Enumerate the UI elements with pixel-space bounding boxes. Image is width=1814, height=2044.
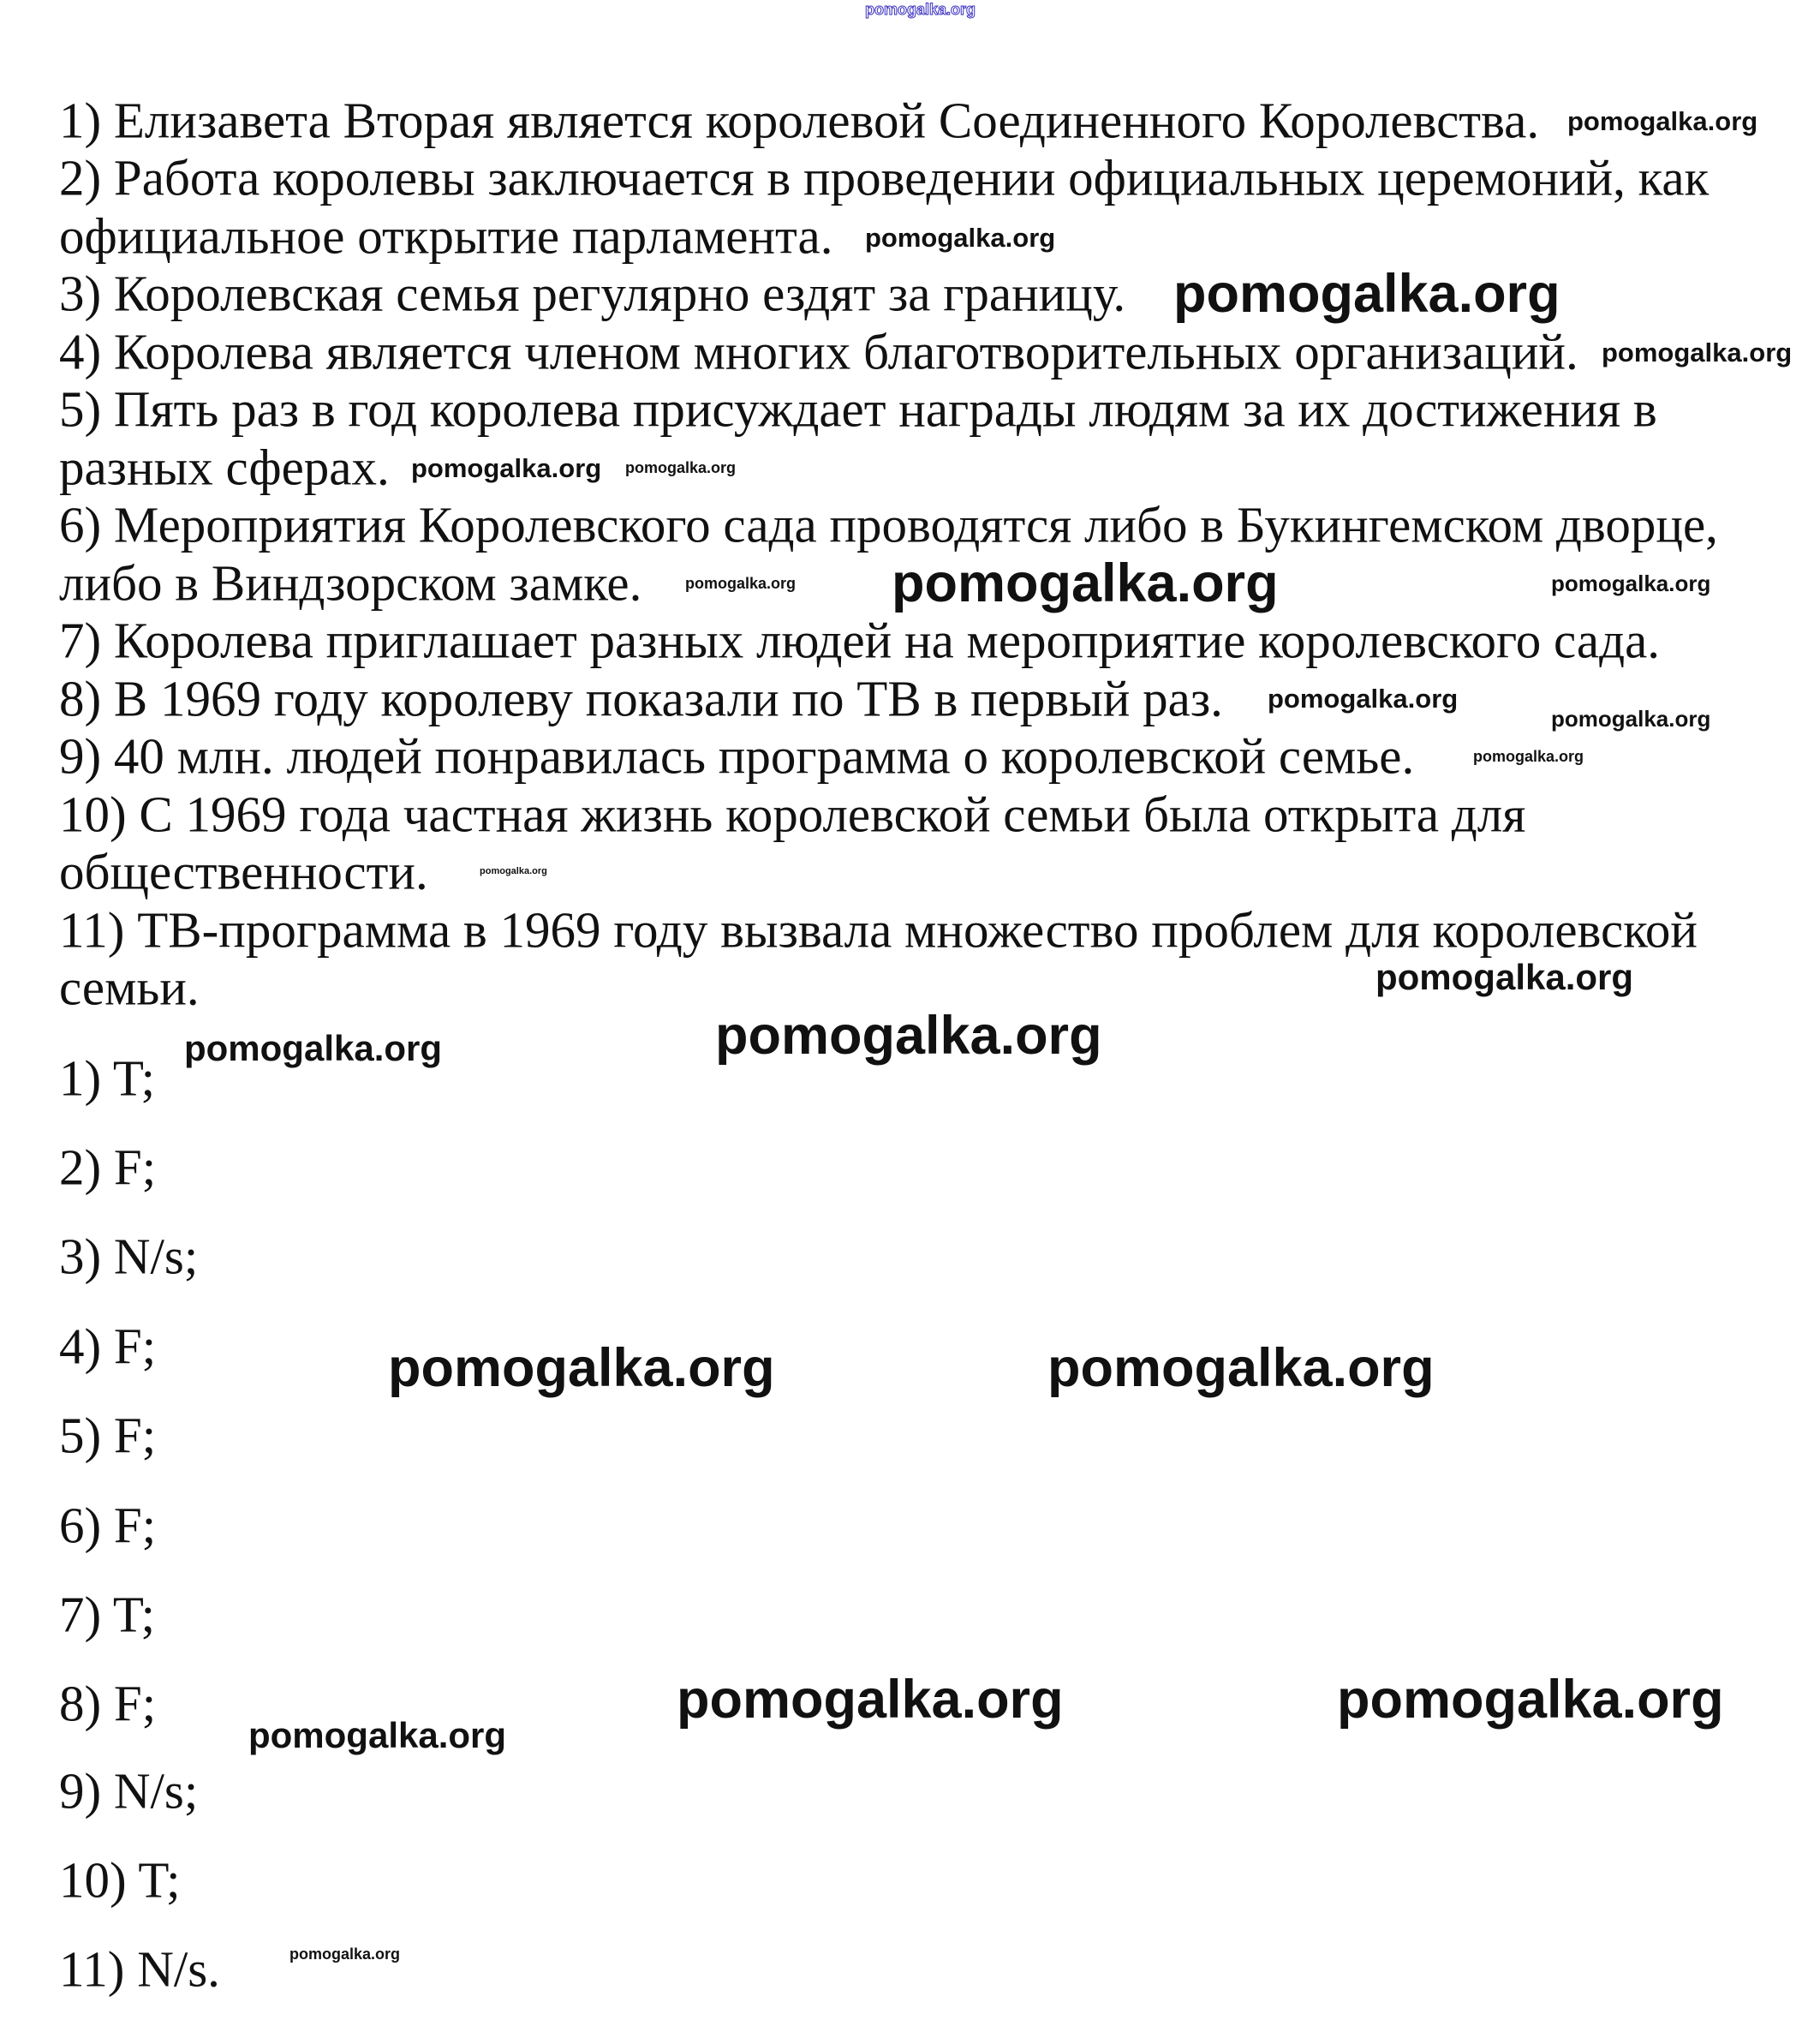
statement-line: 11) ТВ-программа в 1969 году вызвала множество проблем для королевской [59,901,1698,959]
statement-line: 6) Мероприятия Королевского сада проводятся либо в Букингемском дворце, [59,496,1718,553]
answer-item: 7) T; [59,1586,156,1643]
answer-item: 3) N/s; [59,1228,199,1285]
watermark: pomogalka.org [677,1670,1064,1730]
statement-line: 3) Королевская семья регулярно ездят за границу. [59,265,1126,322]
watermark: pomogalka.org [1473,748,1584,765]
watermark: pomogalka.org [1551,706,1711,732]
watermark: pomogalka.org [289,1945,401,1963]
statement-line: 7) Королева приглашает разных людей на мероприятие королевского сада. [59,612,1661,669]
watermark: pomogalka.org [1375,957,1634,997]
statement-line: семьи. [59,959,200,1016]
watermark: pomogalka.org [411,453,602,483]
statement-line: разных сферах. [59,439,390,496]
answer-item: 4) F; [59,1318,157,1375]
watermark: pomogalka.org [1337,1670,1724,1730]
watermark: pomogalka.org [892,553,1279,613]
watermark: pomogalka.org [1602,338,1793,368]
watermark: pomogalka.org [1551,571,1711,596]
watermark: pomogalka.org [1268,684,1459,714]
watermark: pomogalka.org [248,1715,507,1755]
answer-item: 11) N/s. [59,1940,220,1998]
watermark: pomogalka.org [625,459,737,476]
watermark: pomogalka.org [480,866,547,876]
watermark: pomogalka.org [184,1028,443,1068]
statement-line: 4) Королева является членом многих благотворительных организаций. [59,323,1578,380]
statement-line: официальное открытие парламента. [59,207,833,265]
watermark: pomogalka.org [865,223,1056,253]
statement-line: 1) Елизавета Вторая является королевой Соединенного Королевства. [59,92,1540,149]
statement-line: 2) Работа королевы заключается в проведении официальных церемоний, как [59,149,1710,206]
statement-line: 5) Пять раз в год королева присуждает награды людям за их достижения в [59,380,1657,438]
watermark: pomogalka.org [388,1338,775,1398]
statement-line: 8) В 1969 году королеву показали по ТВ в первый раз. [59,670,1223,727]
answer-item: 9) N/s; [59,1762,199,1820]
watermark: pomogalka.org [1567,106,1758,136]
watermark: pomogalka.org [715,1006,1102,1066]
answer-item: 10) T; [59,1851,181,1909]
answer-item: 1) T; [59,1049,156,1107]
watermark: pomogalka.org [1173,264,1560,324]
answer-item: 5) F; [59,1407,157,1464]
watermark: pomogalka.org [865,1,976,18]
statement-line: либо в Виндзорском замке. [59,554,642,612]
statement-line: 10) С 1969 года частная жизнь королевской семьи была открыта для [59,786,1526,843]
watermark: pomogalka.org [1047,1338,1435,1398]
statement-line: 9) 40 млн. людей понравилась программа о королевской семье. [59,727,1415,785]
answer-item: 8) F; [59,1675,157,1732]
answer-item: 2) F; [59,1139,157,1196]
watermark: pomogalka.org [685,575,797,592]
statement-line: общественности. [59,843,428,900]
answer-item: 6) F; [59,1497,157,1554]
